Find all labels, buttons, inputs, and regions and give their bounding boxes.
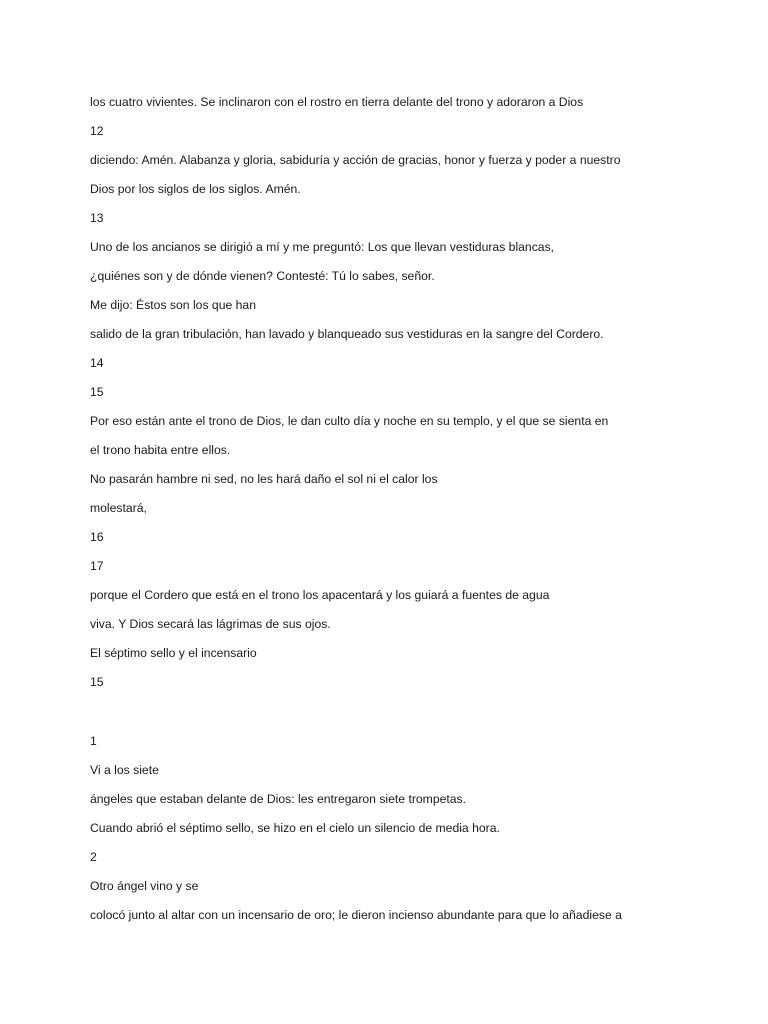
text-line: Por eso están ante el trono de Dios, le dan culto día y noche en su templo, y el que se sienta en xyxy=(90,414,609,428)
text-line: diciendo: Amén. Alabanza y gloria, sabiduría y acción de gracias, honor y fuerza y poder a nuestro xyxy=(90,153,621,167)
text-line: porque el Cordero que está en el trono los apacentará y los guiará a fuentes de agua xyxy=(90,588,550,602)
text-line: el trono habita entre ellos. xyxy=(90,443,231,457)
chapter-number: 15 xyxy=(90,675,104,689)
verse-number: 13 xyxy=(90,211,104,225)
text-line: No pasarán hambre ni sed, no les hará daño el sol ni el calor los xyxy=(90,472,438,486)
text-line: ángeles que estaban delante de Dios: les entregaron siete trompetas. xyxy=(90,792,467,806)
text-line: ¿quiénes son y de dónde vienen? Contesté: Tú lo sabes, señor. xyxy=(90,269,435,283)
verse-number: 1 xyxy=(90,734,97,748)
text-line: molestará, xyxy=(90,501,147,515)
text-line: Me dijo: Éstos son los que han xyxy=(90,298,256,312)
text-line: Dios por los siglos de los siglos. Amén. xyxy=(90,182,301,196)
verse-number: 2 xyxy=(90,850,97,864)
text-line: salido de la gran tribulación, han lavado y blanqueado sus vestiduras en la sangre del Cordero. xyxy=(90,327,604,341)
text-line: Vi a los siete xyxy=(90,763,159,777)
section-heading: El séptimo sello y el incensario xyxy=(90,646,257,660)
verse-number: 12 xyxy=(90,124,104,138)
verse-number: 14 xyxy=(90,356,104,370)
text-line: viva. Y Dios secará las lágrimas de sus ojos. xyxy=(90,617,331,631)
text-line: Cuando abrió el séptimo sello, se hizo en el cielo un silencio de media hora. xyxy=(90,821,500,835)
text-line: los cuatro vivientes. Se inclinaron con el rostro en tierra delante del trono y adoraron a Dios xyxy=(90,95,584,109)
verse-number: 17 xyxy=(90,559,104,573)
verse-number: 16 xyxy=(90,530,104,544)
text-line: colocó junto al altar con un incensario de oro; le dieron incienso abundante para que lo añadiese a xyxy=(90,908,622,922)
text-line: Uno de los ancianos se dirigió a mí y me preguntó: Los que llevan vestiduras blancas, xyxy=(90,240,555,254)
verse-number: 15 xyxy=(90,385,104,399)
text-line: Otro ángel vino y se xyxy=(90,879,199,893)
